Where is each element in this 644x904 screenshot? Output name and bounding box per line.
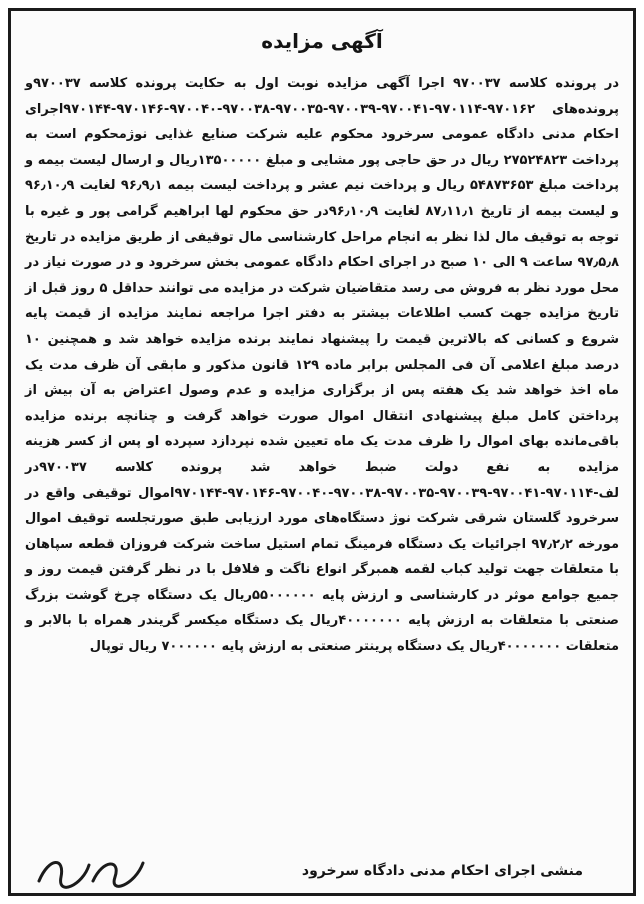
notice-frame xyxy=(8,8,636,896)
notice-body: در پرونده کلاسه ۹۷۰۰۳۷ اجرا آگهی مزایده نوبت اول به حکایت پرونده کلاسه ۹۷۰۰۳۷و پرونده‌های ۹۷۰۱۶۲-۹۷۰۱۱۴-۹۷۰۰۴۱-۹۷۰۰۳۹-۹۷۰۰۳۵-۹۷۰۰۳۸-۹۷۰۰۴۰-۹۷۰۱۴۶-۹۷۰۱۴۴اجرای احکام مدنی دادگاه عمومی سرخرود محکوم علیه شرکت صنایع غذایی نوژمحکوم است به پرداخت ۲۷۵۲۴۸۲۳ ریال در حق حاجی پور مشایی و مبلغ ۱۳۵۰۰۰۰۰ریال و ارسال لیست بیمه و پرداخت مبلغ ۵۴۸۷۳۶۵۳ ریال و پرداخت نیم عشر و پرداخت لیست بیمه ۹۶٫۹٫۱ لغایت ۹۶٫۱۰٫۹ و لیست بیمه از تاریخ ۸۷٫۱۱٫۱ لغایت ۹۶٫۱۰٫۹در حق محکوم لها ابراهیم گرامی پور و غیره با توجه به توقیف مال لذا نظر به انجام مراحل کارشناسی مال توقیفی از طریق مزایده در تاریخ ۹۷٫۵٫۸ ساعت ۹ الی ۱۰ صبح در اجرای احکام دادگاه عمومی بخش سرخرود و در صورت نیاز در محل مورد نظر به فروش می رسد متقاضیان شرکت در مزایده می توانند حداقل ۵ روز قبل از تاریخ مزایده جهت کسب اطلاعات بیشتر به دفتر اجرا مراجعه نمایند مزایده از قیمت پایه شروع و کسانی که بالاترین قیمت را پیشنهاد نمایند برنده مزایده خواهد شد و همچنین ۱۰ درصد مبلغ اعلامی آن فی المجلس برابر ماده ۱۲۹ قانون مذکور و مابقی آن ظرف مدت یک ماه اخذ خواهد شد یک هفته پس از برگزاری مزایده و عدم وصول اعتراض به آن بیش از پرداختن کامل مبلغ پیشنهادی انتقال اموال صورت خواهد گرفت و چنانچه برنده مزایده باقی‌مانده بهای اموال را ظرف مدت یک ماه تعیین شده نپردازد سپرده او پس از کسر هزینه مزایده به نفع دولت ضبط خواهد شد پرونده کلاسه ۹۷۰۰۳۷در لف-۹۷۰۱۱۴-۹۷۰۰۴۱-۹۷۰۰۳۹-۹۷۰۰۳۵-۹۷۰۰۳۸-۹۷۰۰۴۰-۹۷۰۱۴۶-۹۷۰۱۴۴اموال توقیفی واقع در سرخرود گلستان شرقی شرکت نوژ دستگاه‌های مورد ارزیابی طبق صورتجلسه توقیف اموال مورخه ۹۷٫۲٫۲ اجرائیات یک دستگاه فرمینگ تمام استیل ساخت شرکت فروزان قطعه سپاهان با متعلقات جهت تولید کباب لقمه همبرگر انواع ناگت و فلافل با در نظر گرفتن قیمت روز و جمیع جوامع موثر در کارشناسی و ارزش پایه ۵۵۰۰۰۰۰۰ریال یک دستگاه چرخ گوشت بزرگ صنعتی با متعلقات به ارزش پایه ۴۰۰۰۰۰۰۰ریال یک دستگاه میکسر گریندر همراه با بالابر و متعلقات ۴۰۰۰۰۰۰۰ریال یک دستگاه پرینتر صنعتی به ارزش پایه ۷۰۰۰۰۰۰ ریال توپال xyxy=(25,76,620,655)
handwritten-mark xyxy=(31,851,151,891)
notice-signature: منشی اجرای احکام مدنی دادگاه سرخرود xyxy=(301,863,583,879)
notice-title: آگهی مزایده xyxy=(261,29,383,53)
